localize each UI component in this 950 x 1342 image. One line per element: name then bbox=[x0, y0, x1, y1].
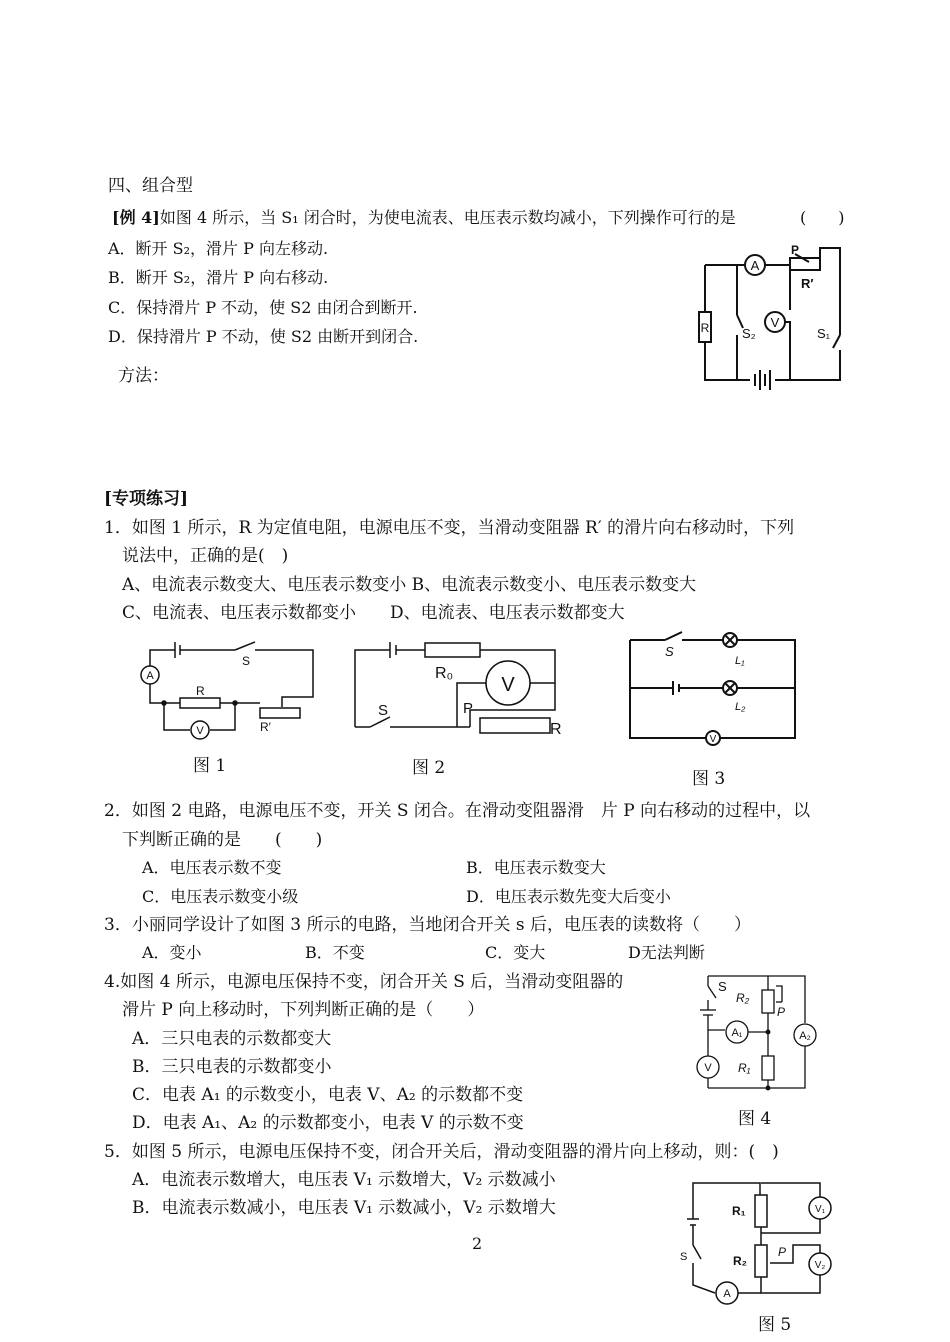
example-option-a: A．断开 S₂，滑片 P 向左移动. bbox=[108, 239, 329, 258]
q4-option-a: A．三只电表的示数都变大 bbox=[132, 1029, 332, 1049]
fig1-label-ammeter: A bbox=[146, 670, 154, 682]
fig4-label-switch: S bbox=[718, 979, 727, 994]
q5-line1: 5．如图 5 所示，电源电压保持不变，闭合开关后，滑动变阻器的滑片向上移动，则：( ) bbox=[104, 1142, 779, 1162]
ex4-label-ammeter: A bbox=[750, 258, 760, 273]
example-option-b: B．断开 S₂，滑片 P 向右移动. bbox=[108, 268, 329, 287]
fig5-label-v1: V₁ bbox=[814, 1204, 826, 1215]
fig2-label-switch: S bbox=[378, 702, 389, 719]
example-line bbox=[112, 207, 736, 229]
fig3-label-voltmeter: V bbox=[709, 734, 717, 745]
fig3-label-switch: S bbox=[665, 644, 674, 659]
q4-option-d: D．电表 A₁、A₂ 的示数都变小，电表 V 的示数不变 bbox=[132, 1113, 524, 1133]
fig3-label-lamp2: L₂ bbox=[735, 701, 746, 713]
example-tag: [例 4] bbox=[112, 208, 160, 227]
figure3-circuit-diagram bbox=[625, 628, 800, 748]
q4-option-c: C．电表 A₁ 的示数变小，电表 V、A₂ 的示数都不变 bbox=[132, 1085, 524, 1105]
fig5-label-r1: R₁ bbox=[732, 1204, 746, 1218]
q3-option-c: C．变大 bbox=[485, 943, 546, 962]
fig1-label-voltmeter: V bbox=[196, 725, 204, 737]
q5-option-a: A．电流表示数增大，电压表 V₁ 示数增大，V₂ 示数减小 bbox=[132, 1170, 556, 1190]
figure2-circuit-diagram bbox=[345, 635, 570, 745]
q4-option-b: B．三只电表的示数都变小 bbox=[132, 1057, 332, 1077]
example4-circuit-diagram bbox=[695, 240, 855, 390]
fig4-label-voltmeter: V bbox=[704, 1062, 712, 1074]
ex4-label-rheostat: R′ bbox=[801, 276, 814, 291]
practice-heading: [专项练习] bbox=[104, 489, 189, 509]
ex4-label-resistor: R bbox=[700, 321, 710, 335]
fig5-label-slider: P bbox=[778, 1245, 787, 1259]
q4-line2: 滑片 P 向上移动时，下列判断正确的是（ ） bbox=[122, 1000, 485, 1020]
q2-option-a: A．电压表示数不变 bbox=[142, 858, 282, 877]
ex4-label-voltmeter: V bbox=[770, 315, 780, 330]
fig4-label-r2: R₂ bbox=[736, 991, 750, 1005]
figure5-caption: 图 5 bbox=[758, 1315, 792, 1335]
fig4-label-slider: P bbox=[777, 1005, 786, 1019]
q3-option-a: A．变小 bbox=[142, 943, 202, 962]
fig5-label-v2: V₂ bbox=[814, 1260, 826, 1271]
q1-line2: 说法中，正确的是( ) bbox=[122, 546, 289, 566]
section-heading: 四、组合型 bbox=[108, 176, 193, 196]
fig3-label-lamp1: L₁ bbox=[735, 655, 745, 667]
q2-option-b: B．电压表示数变大 bbox=[466, 858, 606, 877]
fig2-label-resistor0: R₀ bbox=[435, 665, 454, 682]
q2-line2: 下判断正确的是 ( ) bbox=[122, 830, 323, 850]
figure2-caption: 图 2 bbox=[412, 758, 446, 778]
fig2-label-voltmeter: V bbox=[501, 674, 515, 696]
q1-options-ab: A、电流表示数变大、电压表示数变小 B、电流表示数变小、电压表示数变大 bbox=[122, 575, 697, 595]
page-number: 2 bbox=[472, 1234, 483, 1253]
q2-line1: 2．如图 2 电路，电源电压不变，开关 S 闭合。在滑动变阻器滑 片 P 向右移动的过程中，以 bbox=[104, 801, 811, 821]
figure1-caption: 图 1 bbox=[193, 756, 227, 776]
figure5-circuit-diagram bbox=[675, 1175, 840, 1310]
q4-line1: 4.如图 4 所示，电源电压保持不变，闭合开关 S 后，当滑动变阻器的 bbox=[104, 972, 624, 992]
figure4-circuit-diagram bbox=[690, 968, 825, 1098]
fig4-label-a1: A₁ bbox=[731, 1027, 743, 1039]
fig1-label-resistor: R bbox=[196, 684, 205, 698]
method-label: 方法： bbox=[118, 366, 169, 386]
q2-option-d: D．电压表示数先变大后变小 bbox=[466, 887, 671, 906]
fig1-label-rheostat: R′ bbox=[260, 720, 271, 734]
example-paren: ( ) bbox=[800, 208, 845, 227]
fig2-label-rheostat: R bbox=[550, 721, 562, 738]
example-option-c: C．保持滑片 P 不动，使 S2 由闭合到断开. bbox=[108, 298, 418, 317]
ex4-label-s1: S₁ bbox=[817, 326, 831, 341]
figure3-caption: 图 3 bbox=[692, 769, 726, 789]
fig1-label-switch: S bbox=[242, 654, 251, 668]
ex4-label-slider: P bbox=[791, 243, 800, 257]
q5-option-b: B．电流表示数减小，电压表 V₁ 示数减小，V₂ 示数增大 bbox=[132, 1198, 556, 1218]
fig4-label-a2: A₂ bbox=[799, 1030, 811, 1042]
q1-options-cd: C、电流表、电压表示数都变小 D、电流表、电压表示数都变大 bbox=[122, 603, 625, 623]
q3-option-d: D无法判断 bbox=[628, 943, 705, 962]
fig5-label-ammeter: A bbox=[723, 1288, 731, 1300]
fig5-label-r2: R₂ bbox=[733, 1254, 747, 1268]
q1-line1: 1．如图 1 所示，R 为定值电阻，电源电压不变，当滑动变阻器 R′ 的滑片向右移动时，下列 bbox=[104, 518, 795, 538]
example-text: 如图 4 所示，当 S₁ 闭合时，为使电流表、电压表示数均减小，下列操作可行的是 bbox=[159, 208, 736, 227]
q2-option-c: C．电压表示数变小级 bbox=[142, 887, 299, 906]
q3-line1: 3．小丽同学设计了如图 3 所示的电路，当地闭合开关 s 后，电压表的读数将（ ） bbox=[104, 915, 751, 935]
ex4-label-s2: S₂ bbox=[742, 326, 756, 341]
fig4-label-r1: R₁ bbox=[738, 1061, 751, 1075]
figure1-circuit-diagram bbox=[130, 635, 320, 745]
fig5-label-switch: S bbox=[680, 1251, 688, 1263]
fig2-label-slider: P bbox=[463, 700, 474, 717]
figure4-caption: 图 4 bbox=[738, 1109, 772, 1129]
example-option-d: D．保持滑片 P 不动，使 S2 由断开到闭合. bbox=[108, 327, 419, 346]
q3-option-b: B．不变 bbox=[305, 943, 365, 962]
